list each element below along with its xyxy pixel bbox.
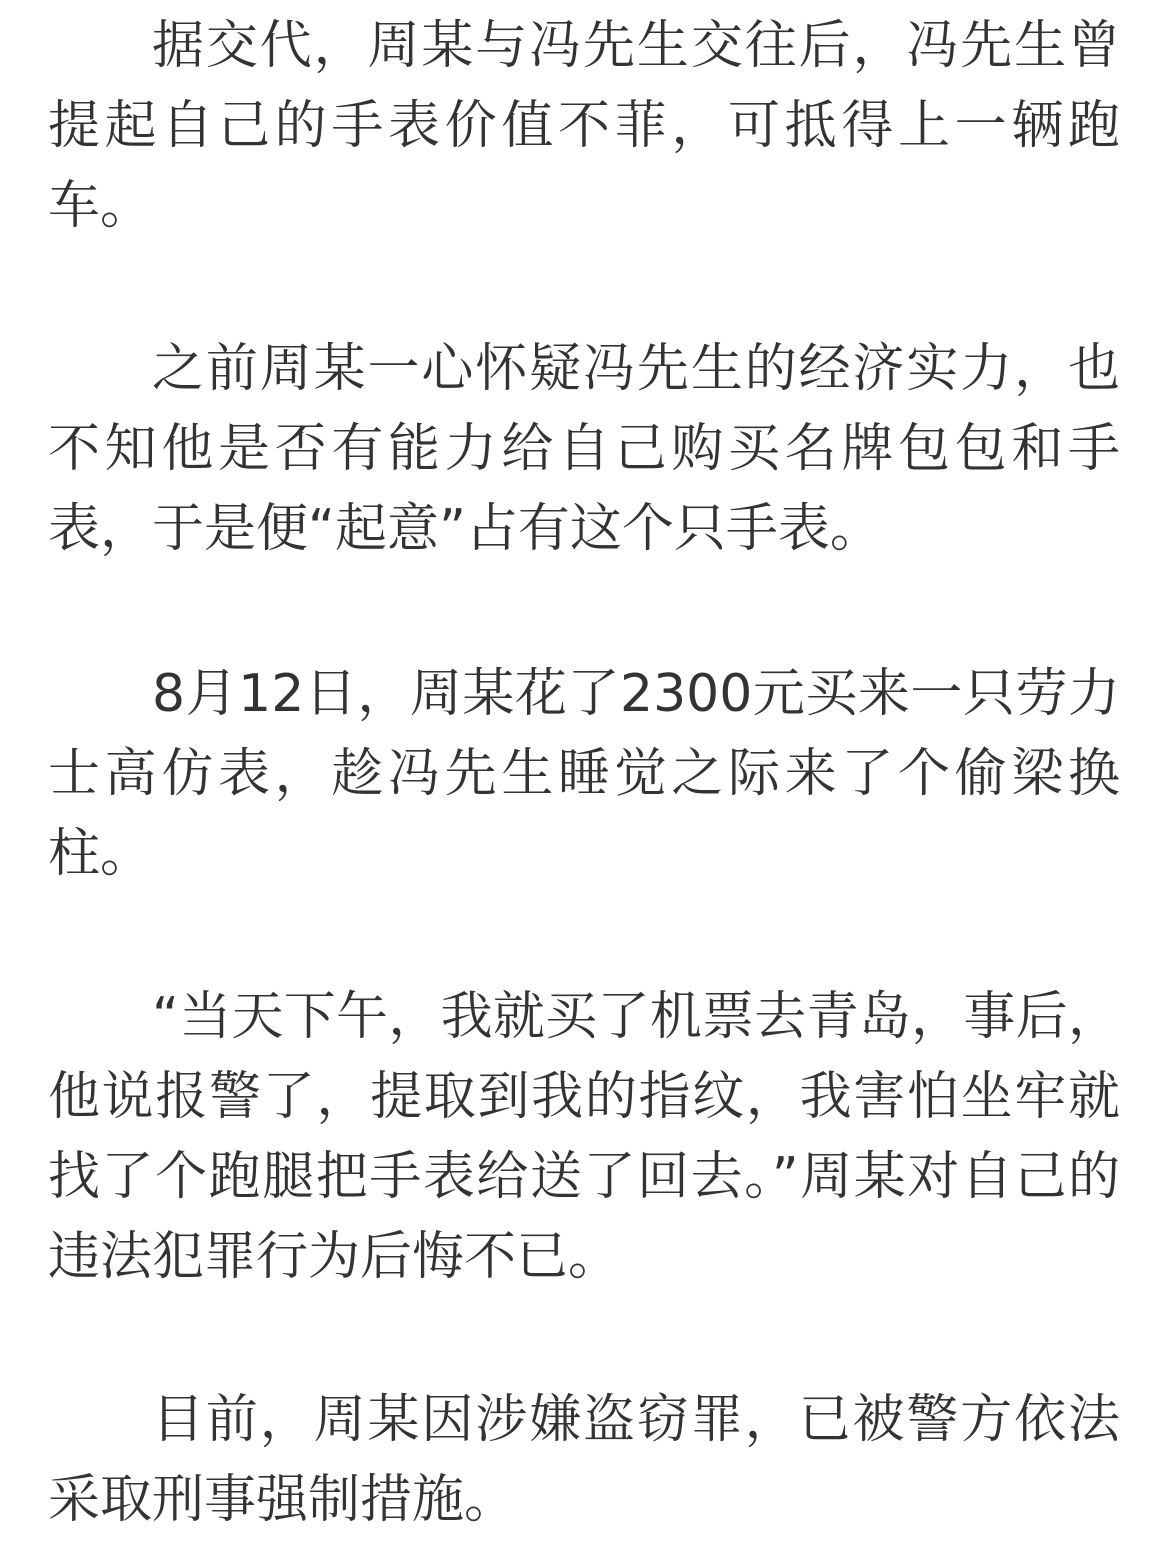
article-paragraph-1: 据交代，周某与冯先生交往后，冯先生曾提起自己的手表价值不菲，可抵得上一辆跑车。 [48,16,1120,236]
article-paragraph-5: 目前，周某因涉嫌盗窃罪，已被警方依法采取刑事强制措施。 [48,1390,1120,1530]
article-paragraph-2: 之前周某一心怀疑冯先生的经济实力，也不知他是否有能力给自己购买名牌包包和手表，于是便“起意”占有这个只手表。 [48,339,1120,559]
article-paragraph-3: 8月12日，周某花了2300元买来一只劳力士高仿表，趁冯先生睡觉之际来了个偷梁换柱。 [48,664,1120,884]
article-paragraph-4: “当天下午，我就买了机票去青岛，事后，他说报警了，提取到我的指纹，我害怕坐牢就找了个跑腿把手表给送了回去。”周某对自己的违法犯罪行为后悔不已。 [48,987,1120,1287]
